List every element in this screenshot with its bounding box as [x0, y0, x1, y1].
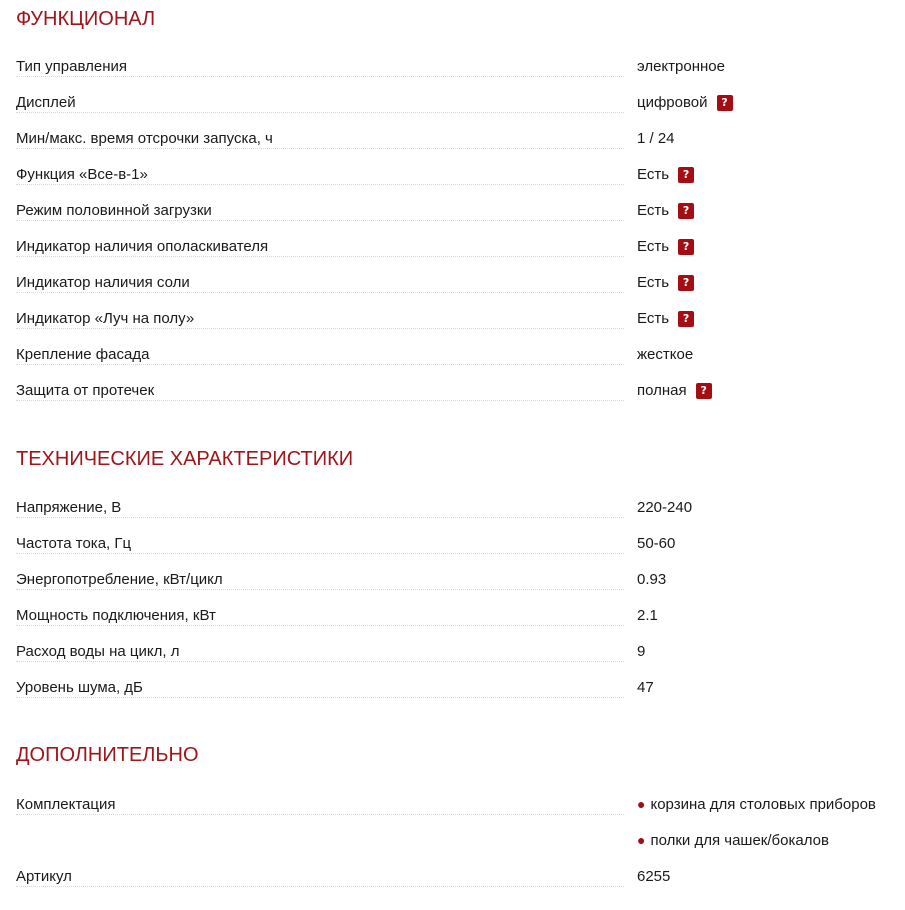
spec-value: 2.1: [637, 607, 658, 624]
spec-label: Режим половинной загрузки: [16, 202, 218, 219]
spec-value: полки для чашек/бокалов: [650, 832, 829, 849]
spec-row-energy: [16, 568, 901, 592]
spec-value: электронное: [637, 58, 725, 75]
spec-label: Индикатор «Луч на полу»: [16, 310, 200, 327]
spec-label: Мощность подключения, кВт: [16, 607, 222, 624]
spec-label: Комплектация: [16, 796, 121, 813]
spec-row-half-load: [16, 199, 901, 223]
spec-value: полная: [637, 382, 687, 399]
help-icon[interactable]: ?: [678, 203, 694, 219]
section-title-technical: ТЕХНИЧЕСКИЕ ХАРАКТЕРИСТИКИ: [16, 448, 354, 470]
spec-row-equipment: [16, 793, 901, 817]
spec-value: Есть: [637, 274, 670, 291]
section-title-additional: ДОПОЛНИТЕЛЬНО: [16, 744, 199, 766]
spec-row-leak-protection: [16, 379, 901, 403]
spec-label: Мин/макс. время отсрочки запуска, ч: [16, 130, 279, 147]
spec-row-water: [16, 640, 901, 664]
spec-row-power: [16, 604, 901, 628]
spec-label: Энергопотребление, кВт/цикл: [16, 571, 229, 588]
spec-row-frequency: [16, 532, 901, 556]
spec-value: жесткое: [637, 346, 694, 363]
spec-label: Артикул: [16, 868, 78, 885]
spec-row-facade-mount: [16, 343, 901, 367]
spec-row-floor-beam: [16, 307, 901, 331]
spec-label: Дисплей: [16, 94, 82, 111]
bullet-icon: ●: [637, 832, 646, 848]
spec-label: Напряжение, В: [16, 499, 127, 516]
spec-value: цифровой: [637, 94, 708, 111]
spec-value: Есть: [637, 238, 670, 255]
spec-value: Есть: [637, 310, 670, 327]
spec-label: Крепление фасада: [16, 346, 155, 363]
spec-label: Тип управления: [16, 58, 133, 75]
spec-row-equipment-continued: [16, 829, 901, 853]
help-icon[interactable]: ?: [678, 275, 694, 291]
spec-value: корзина для столовых приборов: [650, 796, 876, 813]
spec-value: 220-240: [637, 499, 693, 516]
spec-row-delay-start: [16, 127, 901, 151]
spec-row-rinse-indicator: [16, 235, 901, 259]
help-icon[interactable]: ?: [678, 239, 694, 255]
help-icon[interactable]: ?: [678, 311, 694, 327]
spec-row-salt-indicator: [16, 271, 901, 295]
help-icon[interactable]: ?: [678, 167, 694, 183]
help-icon[interactable]: ?: [696, 383, 712, 399]
spec-row-all-in-one: [16, 163, 901, 187]
spec-label: Уровень шума, дБ: [16, 679, 149, 696]
spec-label: Частота тока, Гц: [16, 535, 137, 552]
spec-label: Расход воды на цикл, л: [16, 643, 185, 660]
spec-row-control-type: [16, 55, 901, 79]
section-title-functional: ФУНКЦИОНАЛ: [16, 8, 156, 30]
spec-label: Функция «Все-в-1»: [16, 166, 154, 183]
spec-value: 6255: [637, 868, 671, 885]
spec-label: Индикатор наличия соли: [16, 274, 196, 291]
spec-value: 9: [637, 643, 646, 660]
spec-value: Есть: [637, 166, 670, 183]
bullet-icon: ●: [637, 796, 646, 812]
spec-row-article: [16, 865, 901, 889]
spec-row-noise: [16, 676, 901, 700]
spec-label: Индикатор наличия ополаскивателя: [16, 238, 274, 255]
help-icon[interactable]: ?: [717, 95, 733, 111]
spec-label: Защита от протечек: [16, 382, 160, 399]
spec-value: 50-60: [637, 535, 676, 552]
spec-value: 47: [637, 679, 654, 696]
spec-value: Есть: [637, 202, 670, 219]
spec-row-display: [16, 91, 901, 115]
spec-row-voltage: [16, 496, 901, 520]
spec-value: 1 / 24: [637, 130, 675, 147]
spec-value: 0.93: [637, 571, 667, 588]
